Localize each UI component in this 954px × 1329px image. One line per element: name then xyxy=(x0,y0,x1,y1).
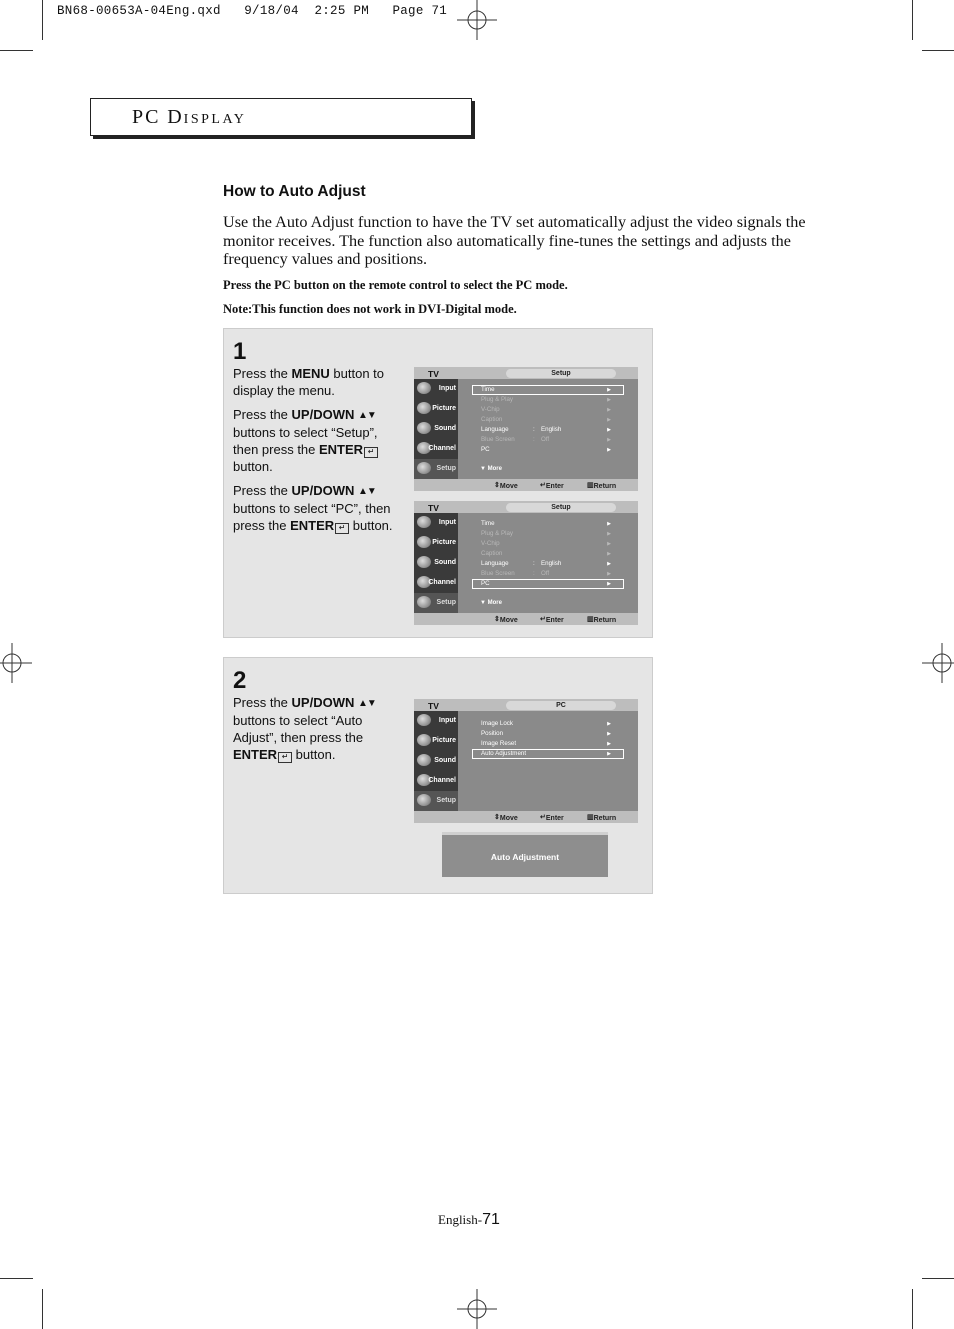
registration-mark-icon xyxy=(457,0,497,40)
menu-item-language: Language : English ▶ xyxy=(481,426,611,433)
page-footer: English-71 xyxy=(438,1211,500,1228)
menu-item-vchip: V-Chip ▶ xyxy=(481,540,611,547)
step1-instructions: Press the MENU button to display the menu. Press the UP/DOWN ▲▼ buttons to select “Setup”, then press the ENTER ↵ button. Press the UP/DOWN ▲▼ buttons to select “PC”, then press the ENTER ↵ button. xyxy=(233,366,393,533)
registration-mark-icon xyxy=(457,1289,497,1329)
registration-mark-icon xyxy=(0,643,32,683)
file-header: BN68-00653A-04Eng.qxd 9/18/04 2:25 PM Page 71 xyxy=(57,4,448,18)
registration-mark-icon xyxy=(922,643,954,683)
crop-mark xyxy=(912,0,913,40)
sound-icon xyxy=(417,556,431,568)
picture-icon xyxy=(417,402,431,414)
menu-sidebar: Input Picture Sound Channel Setup xyxy=(414,379,458,479)
menu-item-language: Language : English ▶ xyxy=(481,560,611,567)
tv-menu-screen-setup: TV Setup Input Picture Sound Channel Setup Time ▶ Plug & Play ▶ V-Chip ▶ Caption ▶ Language : English ▶ Blue Screen : Off ▶ PC ▶ ▼ More ⇕ Move ↵ Enter ▥ Return xyxy=(414,367,638,491)
enter-icon: ↵ xyxy=(278,752,292,763)
step-number: 1 xyxy=(233,338,247,365)
input-icon xyxy=(417,516,431,528)
pc-mode-note: Press the PC button on the remote control to select the PC mode. xyxy=(223,278,568,292)
menu-item-caption: Caption ▶ xyxy=(481,550,611,557)
menu-sidebar: Input Picture Sound Channel Setup xyxy=(414,711,458,811)
up-down-arrows-icon: ▲▼ xyxy=(358,698,376,709)
menu-item-time: Time ▶ xyxy=(481,520,611,527)
menu-item-plug-play: Plug & Play ▶ xyxy=(481,530,611,537)
menu-item-plug-play: Plug & Play ▶ xyxy=(481,396,611,403)
setup-icon xyxy=(417,596,431,608)
crop-mark xyxy=(912,1289,913,1329)
tv-menu-screen-pc: TV PC Input Picture Sound Channel Setup Image Lock ▶ Position ▶ Image Reset ▶ Auto Adjustment ▶ ⇕ Move ↵ Enter ▥ Return xyxy=(414,699,638,823)
menu-item-image-lock: Image Lock ▶ xyxy=(481,720,611,727)
menu-item-pc: PC ▶ xyxy=(472,579,624,589)
tv-menu-screen-setup-pc: TV Setup Input Picture Sound Channel Setup Time ▶ Plug & Play ▶ V-Chip ▶ Caption ▶ Language : English ▶ Blue Screen : Off ▶ PC ▶ ▼ More ⇕ Move ↵ Enter ▥ Return xyxy=(414,501,638,625)
menu-sidebar: Input Picture Sound Channel Setup xyxy=(414,513,458,613)
enter-icon: ↵ xyxy=(335,523,349,534)
intro-paragraph: Use the Auto Adjust function to have the TV set automatically adjust the video signals the monitor receives. The function also automatically fine-tunes the settings and adjusts the frequency values and positions. xyxy=(223,213,806,268)
picture-icon xyxy=(417,734,431,746)
sound-icon xyxy=(417,754,431,766)
menu-item-blue-screen: Blue Screen : Off ▶ xyxy=(481,570,611,577)
up-down-arrows-icon: ▲▼ xyxy=(358,410,376,421)
page-heading: How to Auto Adjust xyxy=(223,183,366,200)
menu-item-vchip: V-Chip ▶ xyxy=(481,406,611,413)
crop-mark xyxy=(42,0,43,40)
setup-icon xyxy=(417,794,431,806)
crop-mark xyxy=(0,1278,33,1279)
up-down-arrows-icon: ▲▼ xyxy=(358,486,376,497)
menu-item-caption: Caption ▶ xyxy=(481,416,611,423)
menu-item-blue-screen: Blue Screen : Off ▶ xyxy=(481,436,611,443)
crop-mark xyxy=(922,1278,954,1279)
menu-item-position: Position ▶ xyxy=(481,730,611,737)
crop-mark xyxy=(42,1289,43,1329)
step-number: 2 xyxy=(233,667,247,694)
setup-icon xyxy=(417,462,431,474)
crop-mark xyxy=(922,50,954,51)
menu-item-image-reset: Image Reset ▶ xyxy=(481,740,611,747)
page-number: 71 xyxy=(482,1211,500,1228)
auto-adjustment-popup: Auto Adjustment xyxy=(442,832,608,877)
input-icon xyxy=(417,382,431,394)
step2-instructions: Press the UP/DOWN ▲▼ buttons to select “Auto Adjust”, then press the ENTER ↵ button. xyxy=(233,695,376,762)
section-title: PC DISPLAY xyxy=(132,106,247,128)
crop-mark xyxy=(0,50,33,51)
menu-item-pc: PC ▶ xyxy=(481,446,611,453)
sound-icon xyxy=(417,422,431,434)
menu-item-auto-adjustment: Auto Adjustment ▶ xyxy=(472,749,624,759)
menu-item-time: Time ▶ xyxy=(472,385,624,395)
dvi-note: Note:This function does not work in DVI-Digital mode. xyxy=(223,302,517,316)
enter-icon: ↵ xyxy=(364,447,378,458)
picture-icon xyxy=(417,536,431,548)
input-icon xyxy=(417,714,431,726)
